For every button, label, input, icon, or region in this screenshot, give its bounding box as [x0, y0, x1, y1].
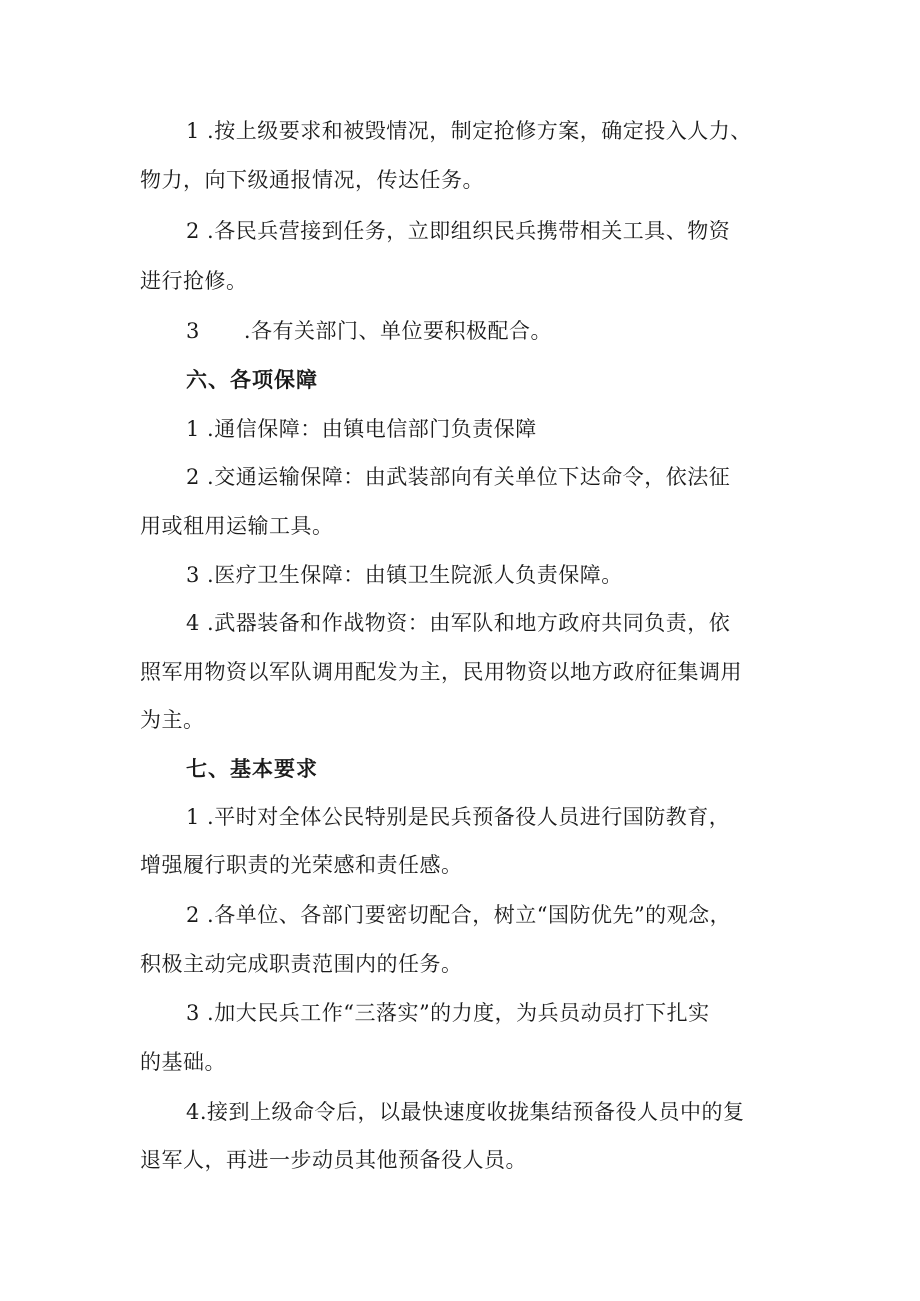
paragraph-line: 3 .医疗卫生保障：由镇卫生院派人负责保障。 — [186, 563, 623, 587]
paragraph-line: 4 .武器装备和作战物资：由军队和地方政府共同负责，依 — [186, 611, 731, 635]
paragraph-line: 2 .交通运输保障：由武装部向有关单位下达命令，依法征 — [186, 465, 731, 489]
paragraph-line: 用或租用运输工具。 — [140, 514, 334, 538]
paragraph-line: 增强履行职责的光荣感和责任感。 — [140, 853, 463, 877]
paragraph-line: 照军用物资以军队调用配发为主，民用物资以地方政府征集调用 — [140, 660, 742, 684]
paragraph-line — [186, 316, 552, 346]
section-heading: 七、基本要求 — [186, 757, 318, 781]
paragraph-line: 2 .各单位、各部门要密切配合，树立“国防优先”的观念， — [186, 903, 732, 927]
paragraph-line: 1 .平时对全体公民特别是民兵预备役人员进行国防教育， — [186, 805, 731, 829]
item-text: .各有关部门、单位要积极配合。 — [243, 319, 553, 343]
paragraph-line: 1 .按上级要求和被毁情况，制定抢修方案，确定投入人力、 — [186, 119, 752, 143]
paragraph-line: 4.接到上级命令后，以最快速度收拢集结预备役人员中的复 — [186, 1100, 745, 1124]
paragraph-line: 1 .通信保障：由镇电信部门负责保障 — [186, 417, 537, 441]
paragraph-line: 积极主动完成职责范围内的任务。 — [140, 952, 463, 976]
paragraph-line: 进行抢修。 — [140, 269, 248, 293]
paragraph-line: 2 .各民兵营接到任务，立即组织民兵携带相关工具、物资 — [186, 219, 731, 243]
section-heading: 六、各项保障 — [186, 368, 318, 392]
item-number: 3 — [186, 319, 200, 343]
paragraph-line: 物力，向下级通报情况，传达任务。 — [140, 168, 484, 192]
paragraph-line: 退军人，再进一步动员其他预备役人员。 — [140, 1148, 527, 1172]
paragraph-line: 的基础。 — [140, 1050, 226, 1074]
paragraph-line: 3 .加大民兵工作“三落实”的力度，为兵员动员打下扎实 — [186, 1001, 710, 1025]
paragraph-line: 为主。 — [140, 708, 205, 732]
